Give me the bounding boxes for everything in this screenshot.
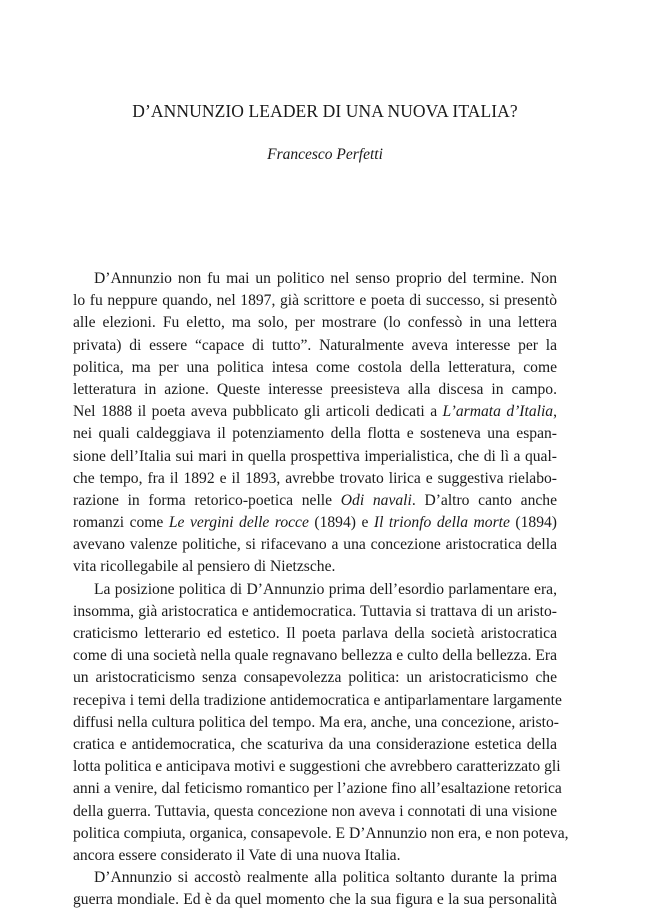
text-line: lotta politica e anticipava motivi e suggestioni che avrebbero caratterizzato gli [73, 758, 561, 776]
text-line: come di una società nella quale regnavano bellezza e culto della bellezza. Era [73, 647, 557, 665]
text-line: vita ricollegabile al pensiero di Nietzsche. [73, 558, 336, 576]
text-line: politica compiuta, organica, consapevole. E D’Annunzio non era, e non poteva, [73, 824, 569, 842]
text-line: D’Annunzio si accostò realmente alla politica soltanto durante la prima [94, 869, 557, 887]
text-line: recepiva i temi della tradizione antidemocratica e antiparlamentare largamente [73, 691, 562, 709]
text-line: privata) di essere “capace di tutto”. Naturalmente aveva interesse per la [73, 336, 557, 354]
text-line: razione in forma retorico-poetica nelle Odi navali. D’altro canto anche [73, 491, 557, 509]
text-line: politica, ma per una politica intesa come costola della letteratura, come [73, 358, 557, 376]
author-name: Francesco Perfetti [267, 146, 383, 163]
text-line: guerra mondiale. Ed è da quel momento che la sua figura e la sua personalità [73, 891, 557, 909]
text-line: della guerra. Tuttavia, questa concezione non aveva i connotati di una visione [73, 802, 557, 820]
text-line: cratica e antidemocratica, che scaturiva da una considerazione estetica della [73, 735, 557, 753]
text-line: La posizione politica di D’Annunzio prima dell’esordio parlamentare era, [94, 580, 557, 598]
text-line: Nel 1888 il poeta aveva pubblicato gli articoli dedicati a L’armata d’Italia, [73, 403, 557, 421]
text-line: insomma, già aristocratica e antidemocratica. Tuttavia si trattava di un aristo- [73, 602, 557, 620]
text-line: lo fu neppure quando, nel 1897, già scrittore e poeta di successo, si presentò [73, 292, 557, 310]
text-line: diffusi nella cultura politica del tempo. Ma era, anche, una concezione, aristo- [73, 713, 559, 731]
text-line: sione dell’Italia sui mari in quella prospettiva imperialistica, che di lì a qual- [73, 447, 557, 465]
text-line: D’Annunzio non fu mai un politico nel senso proprio del termine. Non [94, 270, 557, 287]
text-line: alle elezioni. Fu eletto, ma solo, per mostrare (lo confessò in una lettera [73, 314, 557, 332]
body-text [73, 268, 569, 911]
chapter-title: D’ANNUNZIO LEADER DI UNA NUOVA ITALIA? [132, 101, 518, 121]
book-title-italic: Il trionfo della morte [373, 514, 510, 532]
text-line: un aristocraticismo senza consapevolezza politica: un aristocraticismo che [73, 669, 557, 687]
text-line: letteratura in azione. Queste interesse preesisteva alla discesa in campo. [73, 380, 557, 398]
book-title-italic: Odi navali [340, 491, 412, 509]
book-title-italic: Le vergini delle rocce [168, 514, 309, 532]
text-line: nei quali caldeggiava il potenziamento della flotta e sosteneva una espan- [73, 425, 557, 443]
text-line: anni a venire, dal feticismo romantico per l’azione fino all’esaltazione retorica [73, 780, 562, 798]
text-line: ancora essere considerato il Vate di una nuova Italia. [73, 846, 401, 864]
text-line: che tempo, fra il 1892 e il 1893, avrebbe trovato lirica e suggestiva rielabo- [73, 469, 557, 487]
book-title-italic: L’armata d’Italia [442, 403, 554, 421]
text-line: romanzi come Le vergini delle rocce (1894) e Il trionfo della morte (1894) [73, 514, 557, 532]
text-line: craticismo letterario ed estetico. Il poeta parlava della società aristocratica [73, 625, 557, 642]
text-line: avevano valenze politiche, si rifacevano a una concezione aristocratica della [73, 536, 557, 554]
